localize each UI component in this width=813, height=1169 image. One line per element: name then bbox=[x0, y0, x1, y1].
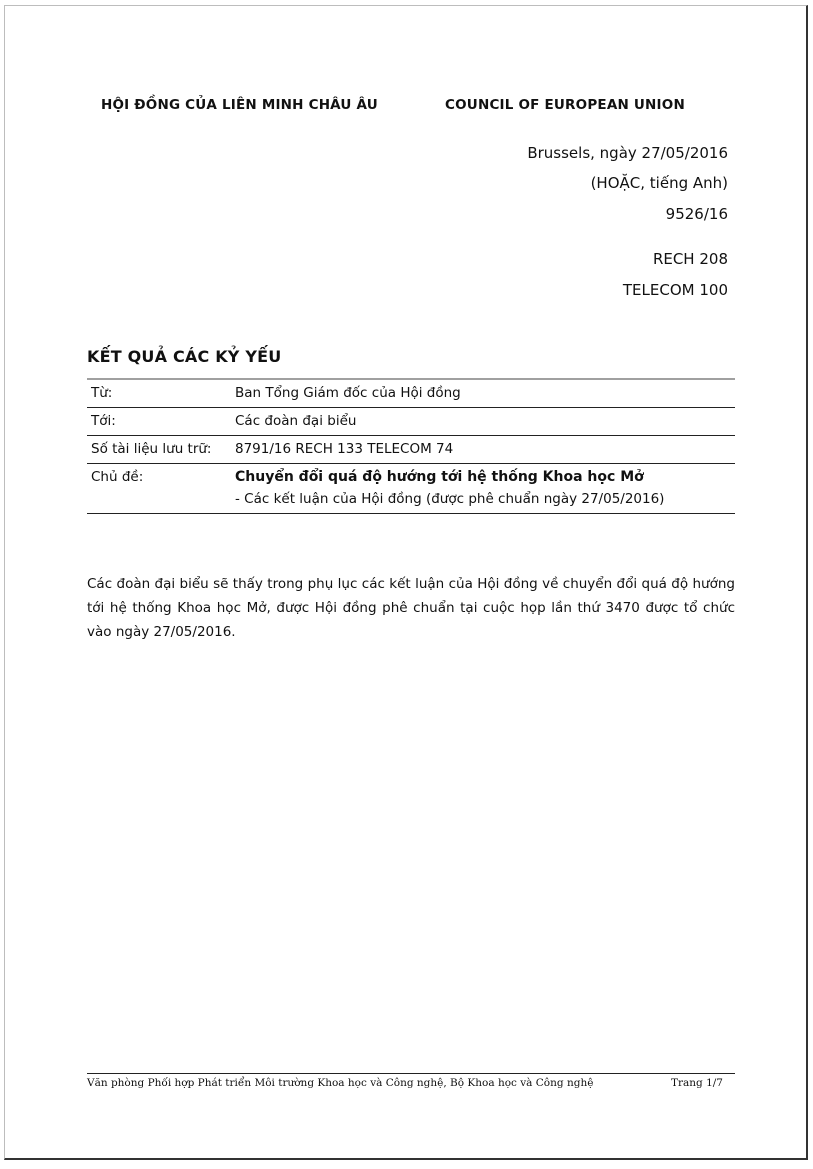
document-page bbox=[4, 5, 808, 1160]
table-row bbox=[87, 436, 735, 464]
footer-divider bbox=[87, 1073, 735, 1074]
council-name-en: COUNCIL OF EUROPEAN UNION bbox=[445, 97, 685, 113]
info-table bbox=[87, 378, 735, 514]
code-telecom: TELECOM 100 bbox=[622, 281, 728, 299]
footer-office: Văn phòng Phối hợp Phát triển Môi trường Khoa học và Công nghệ, Bộ Khoa học và Công nghệ bbox=[87, 1077, 594, 1089]
table-row bbox=[87, 464, 735, 514]
subject-title: Chuyển đổi quá độ hướng tới hệ thống Khoa học Mở bbox=[235, 469, 644, 485]
code-rech: RECH 208 bbox=[652, 250, 728, 268]
table-row bbox=[87, 379, 735, 408]
row-label-archive: Số tài liệu lưu trữ: bbox=[91, 441, 212, 457]
subject-subtitle: - Các kết luận của Hội đồng (được phê chuẩn ngày 27/05/2016) bbox=[235, 491, 665, 507]
document-title: KẾT QUẢ CÁC KỶ YẾU bbox=[87, 347, 282, 366]
language-note: (HOẶC, tiếng Anh) bbox=[590, 174, 728, 192]
table-row bbox=[87, 408, 735, 436]
row-value-from: Ban Tổng Giám đốc của Hội đồng bbox=[235, 385, 461, 401]
place-date: Brussels, ngày 27/05/2016 bbox=[527, 144, 728, 162]
row-value-subject bbox=[231, 464, 735, 514]
row-label-to: Tới: bbox=[91, 413, 116, 429]
council-name-vn: HỘI ĐỒNG CỦA LIÊN MINH CHÂU ÂU bbox=[101, 97, 378, 113]
row-label-from: Từ: bbox=[91, 385, 113, 401]
row-value-to: Các đoàn đại biểu bbox=[235, 413, 357, 429]
row-label-subject: Chủ đề: bbox=[91, 469, 144, 485]
document-number: 9526/16 bbox=[665, 205, 728, 223]
row-value-archive: 8791/16 RECH 133 TELECOM 74 bbox=[235, 441, 454, 457]
page-number: Trang 1/7 bbox=[670, 1077, 723, 1089]
body-paragraph: Các đoàn đại biểu sẽ thấy trong phụ lục các kết luận của Hội đồng về chuyển đổi quá độ hướng tới hệ thống Khoa học Mở, được Hội đồng phê chuẩn tại cuộc họp lần thứ 3470 được tổ chức vào ngày 27/05/2016. bbox=[87, 576, 735, 640]
